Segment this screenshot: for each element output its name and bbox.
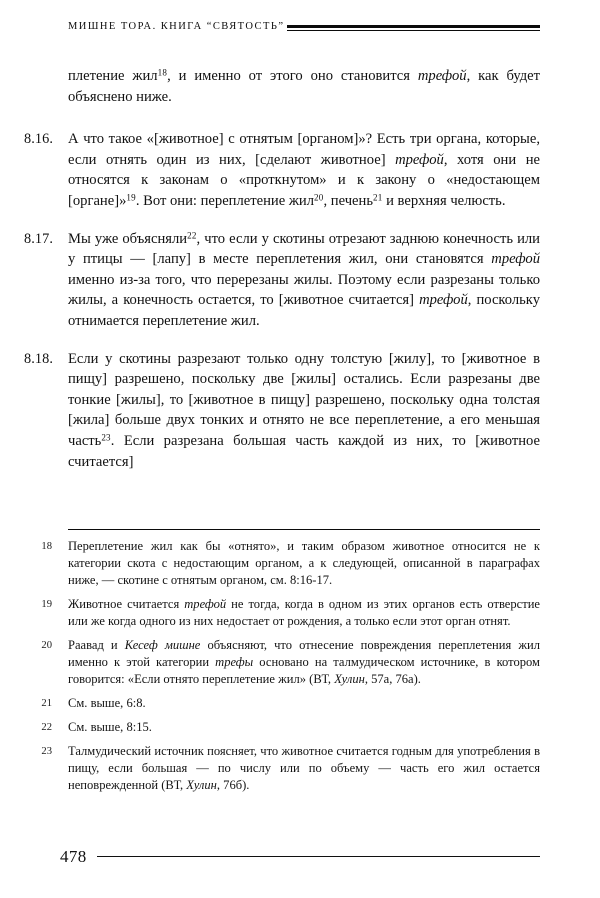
footer-rule bbox=[97, 856, 540, 858]
header-rule-thin bbox=[287, 30, 540, 31]
footnote-text: Животное считается трефой не тогда, когда в одном из этих органов есть отверстие или же когда одного из них недостает от рождения, а только если этот орган отнят. bbox=[68, 597, 540, 629]
footnote-number: 21 bbox=[41, 698, 52, 710]
footnote-19 bbox=[24, 596, 540, 630]
footnote-text: Раавад и Кесеф мишне объясняют, что отнесение повреждения переплетения жил именно к этой категории трефы основано на талмудическом источнике, в котором говорится: «Если отнято переплетение жил» (ВТ, Хулин, 57а, 76а). bbox=[68, 638, 540, 687]
section-text: А что такое «[животное] с отнятым [органом]»? Есть три органа, которые, если отнять один из них, [сделают животное] трефой, хотя они не относятся к законам о «проткнутом» и к закону о «недостающем [органе]»$^{19}$. Вот они: переплетение жил$^{20}$, печень$^{21}$ и верхняя челюсть. bbox=[68, 131, 540, 209]
section-8-17 bbox=[24, 229, 540, 332]
footnote-23 bbox=[24, 743, 540, 795]
section-text: Мы уже объясняли$^{22}$, что если у скотины отрезают заднюю конечность или у птицы — [лапу] в месте переплетения жил, они становятся трефой именно из-за того, что перерезаны жилы. Поэтому если разрезаны только жилы, а конечность остается, то [животное считается] трефой, поскольку отнимается переплетение жил. bbox=[68, 229, 540, 329]
running-head-title: МИШНЕ ТОРА. КНИГА “СВЯТОСТЬ” bbox=[68, 21, 285, 32]
footnote-number: 19 bbox=[41, 599, 52, 611]
section-number: 8.18. bbox=[24, 350, 54, 367]
running-head bbox=[68, 22, 540, 33]
section-8-16 bbox=[24, 129, 540, 211]
footnote-text: См. выше, 6:8. bbox=[68, 696, 146, 711]
footnote-text: Переплетение жил как бы «отнято», и таким образом животное относится не к категории скота с недостающим органом, а к следующей, описанной в параграфах ниже, — скотине с отнятым органом, см. 8:16-17. bbox=[68, 539, 540, 588]
page-number: 478 bbox=[60, 847, 87, 866]
footnote-20 bbox=[24, 637, 540, 689]
footnote-number: 20 bbox=[41, 640, 52, 652]
section-number: 8.16. bbox=[24, 131, 54, 148]
footnote-22 bbox=[24, 719, 540, 736]
footnote-number: 18 bbox=[41, 541, 52, 552]
page-footer bbox=[60, 848, 540, 865]
footnote-list bbox=[24, 538, 540, 794]
footnote-21 bbox=[24, 695, 540, 712]
footnote-separator-rule bbox=[68, 529, 540, 530]
lead-paragraph bbox=[24, 66, 540, 107]
section-8-18 bbox=[24, 349, 540, 473]
section-text: Если у скотины разрезают только одну толстую [жилу], то [животное в пищу] разрешено, поскольку две [жилы] остались. Если разрезаны две тонкие [жилы], то [животное в пищу] разрешено, поскольку одна толстая [жила] больше двух тонких и отнято не все переплетение, а его меньшая часть$^{23}$. Если разрезана большая часть каждой из них, то [животное считается] bbox=[68, 350, 540, 470]
footnote-text: См. выше, 8:15. bbox=[68, 719, 152, 734]
section-number: 8.17. bbox=[24, 230, 54, 247]
footnote-number: 23 bbox=[41, 745, 52, 757]
body-text bbox=[24, 66, 540, 472]
footnote-18 bbox=[24, 538, 540, 590]
running-head-rule bbox=[287, 24, 540, 31]
footnote-text: Талмудический источник поясняет, что животное считается годным для употребления в пищу, если большая — по числу или по объему — часть его жил остается неповрежденной (ВТ, Хулин, 76б). bbox=[68, 743, 540, 792]
footnote-number: 22 bbox=[41, 721, 52, 733]
lead-paragraph-text: плетение жил$^{18}$, и именно от этого оно становится трефой, как будет объяснено ниже. bbox=[68, 67, 540, 105]
